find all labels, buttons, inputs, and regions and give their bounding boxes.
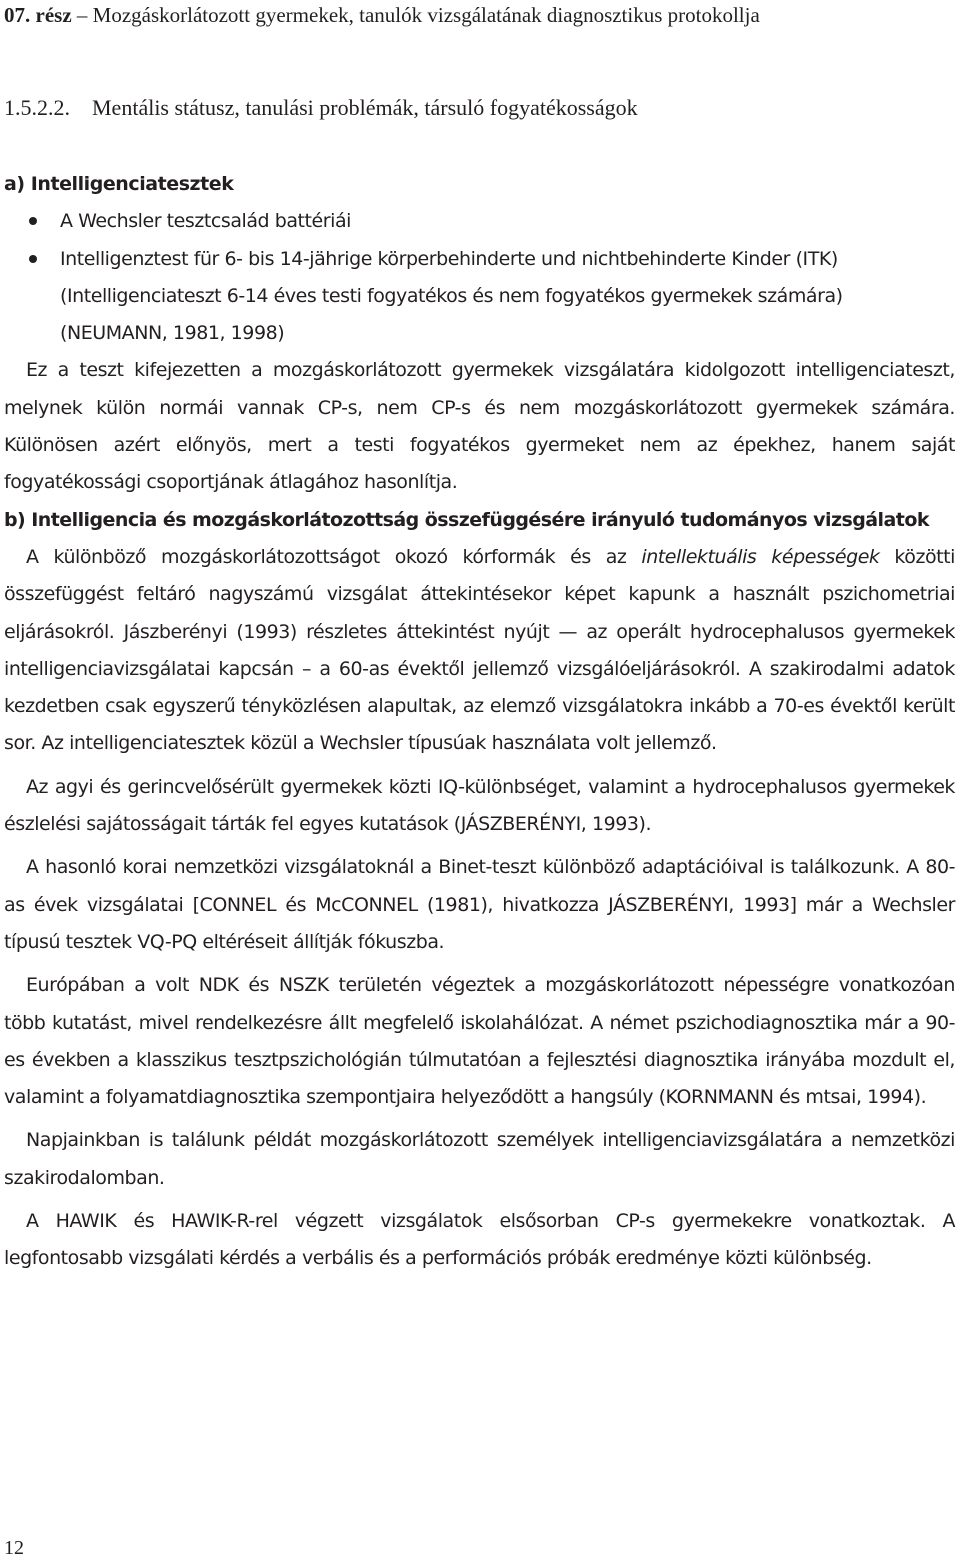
test-list: [4, 203, 955, 352]
list-item-text: A Wechsler tesztcsalád battériái: [60, 210, 351, 233]
research-paragraph-2: Az agyi és gerincvelősérült gyermekek közti IQ-különbséget, valamint a hydrocephalusos gyermekek észlelési sajátosságait tárták fel egyes kutatások (JÁSZBERÉNYI, 1993).: [4, 775, 955, 836]
chapter-number: 07. rész: [4, 3, 72, 27]
section-heading: [4, 94, 638, 122]
main-content: [4, 166, 955, 1278]
paragraph-text: közötti összefüggést feltáró nagyszámú vizsgálat áttekintésekor képet kapunk a használt pszichometriai eljárásokról. Jászberényi (1993) részletes áttekintést nyújt — az operált hydrocephalusos gyermekek intelligenciavizsgálatai kapcsán – a 60-as évektől jellemző vizsgálóeljárásokról. A szakirodalmi adatok kezdetben csak egyszerű tényközlésen alapultak, az elemző vizsgálatokra inkább a 70-es évektől került sor. Az intelligenciatesztek közül a Wechsler típusúak használata volt jellemző.: [4, 545, 955, 755]
research-paragraph-6: A HAWIK és HAWIK-R-rel végzett vizsgálatok elsősorban CP-s gyermekekre vonatkoztak. A legfontosabb vizsgálati kérdés a verbális és a performációs próbák eredménye közti különbség.: [4, 1210, 955, 1270]
research-paragraph-3: A hasonló korai nemzetközi vizsgálatoknál a Binet-teszt különböző adaptációival is találkozunk. A 80-as évek vizsgálatai [CONNEL és McCONNEL (1981), hivatkozza JÁSZBERÉNYI, 1993] már a Wechsler típusú tesztek VQ-PQ eltéréseit állítják fókuszba.: [4, 856, 955, 953]
chapter-title: Mozgáskorlátozott gyermekek, tanulók vizsgálatának diagnosztikus protokollja: [92, 3, 760, 27]
subsection-b-heading: b) Intelligencia és mozgáskorlátozottság összefüggésére irányuló tudományos vizsgálatok: [4, 508, 929, 531]
header-dash: –: [76, 3, 88, 27]
paragraph-text: A különböző mozgáskorlátozottságot okozó kórformák és az: [26, 545, 642, 568]
itk-description-paragraph: Ez a teszt kifejezetten a mozgáskorlátozott gyermekek vizsgálatára kidolgozott intelligenciateszt, melynek külön normái vannak CP-s, nem CP-s és nem mozgáskorlátozott gyermekek számára. Különösen azért előnyös, mert a testi fogyatékos gyermeket nem az épekhez, hanem saját fogyatékossági csoportjának átlagához hasonlítja.: [4, 359, 955, 494]
page-number: 12: [4, 1537, 24, 1559]
list-item: [4, 203, 955, 240]
section-title: Mentális státusz, tanulási problémák, társuló fogyatékosságok: [92, 95, 638, 120]
emphasized-term: intellektuális képességek: [641, 545, 880, 568]
section-number: 1.5.2.2.: [4, 95, 70, 120]
bullet-icon: [29, 255, 37, 263]
list-item: [4, 241, 955, 353]
research-paragraph-4: Európában a volt NDK és NSZK területén végeztek a mozgáskorlátozott népességre vonatkozóan több kutatást, mivel rendelkezésre állt megfelelő iskolahálózat. A német pszichodiagnosztika már a 90-es években a klasszikus tesztpszichológián túlmutatóan a fejlesztési diagnosztika irányába mozdult el, valamint a folyamatdiagnosztika szempontjaira helyeződött a hangsúly (KORNMANN és mtsai, 1994).: [4, 974, 955, 1109]
research-paragraph-1: [4, 539, 955, 763]
running-header: [4, 2, 954, 28]
list-item-text: Intelligenztest für 6- bis 14-jährige körperbehinderte und nichtbehinderte Kinder (ITK) (Intelligenciateszt 6-14 éves testi fogyatékos és nem fogyatékos gyermekek számára) (NEUMANN, 1981, 1998): [60, 247, 843, 345]
subsection-a-heading: a) Intelligenciatesztek: [4, 173, 234, 195]
bullet-icon: [29, 217, 37, 225]
research-paragraph-5: Napjainkban is találunk példát mozgáskorlátozott személyek intelligenciavizsgálatára a nemzetközi szakirodalomban.: [4, 1129, 955, 1189]
